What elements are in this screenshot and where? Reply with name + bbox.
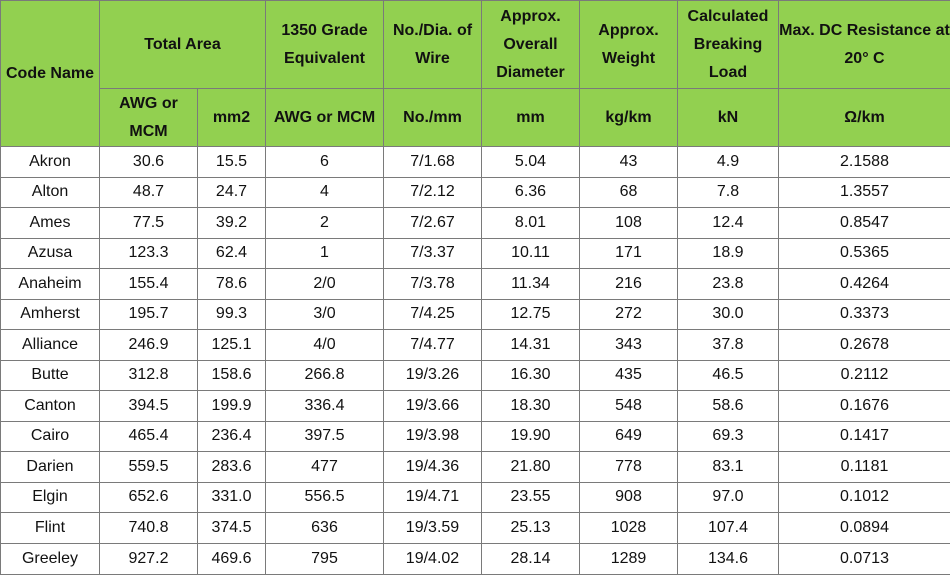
cell-no-dia-wire: 19/3.26 — [384, 360, 482, 391]
cell-weight: 171 — [580, 238, 678, 269]
cell-code-name: Darien — [1, 452, 100, 483]
table-row — [1, 238, 950, 269]
cell-no-dia-wire: 7/4.25 — [384, 299, 482, 330]
table-row — [1, 269, 950, 300]
cell-dc-resistance: 0.1181 — [779, 452, 950, 483]
cell-code-name: Greeley — [1, 543, 100, 574]
cell-dc-resistance: 0.4264 — [779, 269, 950, 300]
header-no-dia-wire: No./Dia. of Wire — [384, 1, 482, 89]
cell-total-area-mm2: 331.0 — [198, 482, 266, 513]
table-row — [1, 147, 950, 178]
cell-overall-diameter: 11.34 — [482, 269, 580, 300]
cell-breaking-load: 37.8 — [678, 330, 779, 361]
header-total-area: Total Area — [100, 1, 266, 89]
cell-total-area-mm2: 24.7 — [198, 177, 266, 208]
cell-no-dia-wire: 19/4.71 — [384, 482, 482, 513]
cell-grade-equivalent: 2 — [266, 208, 384, 239]
cell-grade-equivalent: 3/0 — [266, 299, 384, 330]
cell-no-dia-wire: 7/2.67 — [384, 208, 482, 239]
table-row — [1, 513, 950, 544]
header-overall-diameter: Approx. Overall Diameter — [482, 1, 580, 89]
header-row-units — [1, 89, 950, 147]
cell-code-name: Butte — [1, 360, 100, 391]
cell-no-dia-wire: 19/4.02 — [384, 543, 482, 574]
cell-grade-equivalent: 1 — [266, 238, 384, 269]
unit-kn: kN — [678, 89, 779, 147]
cell-total-area-awg: 30.6 — [100, 147, 198, 178]
cell-breaking-load: 7.8 — [678, 177, 779, 208]
cell-total-area-mm2: 236.4 — [198, 421, 266, 452]
cell-overall-diameter: 23.55 — [482, 482, 580, 513]
cell-breaking-load: 58.6 — [678, 391, 779, 422]
unit-kg-km: kg/km — [580, 89, 678, 147]
cell-dc-resistance: 1.3557 — [779, 177, 950, 208]
cell-code-name: Alton — [1, 177, 100, 208]
cell-total-area-mm2: 125.1 — [198, 330, 266, 361]
cell-weight: 1289 — [580, 543, 678, 574]
cell-overall-diameter: 25.13 — [482, 513, 580, 544]
cell-breaking-load: 46.5 — [678, 360, 779, 391]
table-body — [1, 147, 950, 575]
cell-total-area-awg: 394.5 — [100, 391, 198, 422]
cell-weight: 272 — [580, 299, 678, 330]
cell-no-dia-wire: 7/3.78 — [384, 269, 482, 300]
cell-no-dia-wire: 7/4.77 — [384, 330, 482, 361]
cell-no-dia-wire: 7/1.68 — [384, 147, 482, 178]
table-row — [1, 452, 950, 483]
table-row — [1, 177, 950, 208]
cell-grade-equivalent: 266.8 — [266, 360, 384, 391]
cell-overall-diameter: 21.80 — [482, 452, 580, 483]
table-row — [1, 208, 950, 239]
cell-overall-diameter: 18.30 — [482, 391, 580, 422]
unit-awg-mcm: AWG or MCM — [100, 89, 198, 147]
header-grade-equivalent: 1350 Grade Equivalent — [266, 1, 384, 89]
cell-dc-resistance: 2.1588 — [779, 147, 950, 178]
cell-overall-diameter: 28.14 — [482, 543, 580, 574]
cell-total-area-mm2: 15.5 — [198, 147, 266, 178]
cell-grade-equivalent: 477 — [266, 452, 384, 483]
cell-weight: 1028 — [580, 513, 678, 544]
cell-dc-resistance: 0.8547 — [779, 208, 950, 239]
cell-overall-diameter: 6.36 — [482, 177, 580, 208]
cell-weight: 68 — [580, 177, 678, 208]
cell-total-area-awg: 155.4 — [100, 269, 198, 300]
header-weight: Approx. Weight — [580, 1, 678, 89]
cell-breaking-load: 12.4 — [678, 208, 779, 239]
cell-weight: 108 — [580, 208, 678, 239]
cell-no-dia-wire: 19/3.98 — [384, 421, 482, 452]
table-row — [1, 330, 950, 361]
cell-grade-equivalent: 4/0 — [266, 330, 384, 361]
cell-total-area-awg: 77.5 — [100, 208, 198, 239]
cell-total-area-awg: 740.8 — [100, 513, 198, 544]
cell-grade-equivalent: 2/0 — [266, 269, 384, 300]
cell-grade-equivalent: 336.4 — [266, 391, 384, 422]
cell-code-name: Cairo — [1, 421, 100, 452]
cell-total-area-awg: 927.2 — [100, 543, 198, 574]
cell-total-area-awg: 465.4 — [100, 421, 198, 452]
cell-overall-diameter: 19.90 — [482, 421, 580, 452]
cell-overall-diameter: 8.01 — [482, 208, 580, 239]
cell-weight: 435 — [580, 360, 678, 391]
cell-total-area-mm2: 374.5 — [198, 513, 266, 544]
unit-ohm-km: Ω/km — [779, 89, 950, 147]
table-row — [1, 360, 950, 391]
cell-code-name: Amherst — [1, 299, 100, 330]
cell-overall-diameter: 12.75 — [482, 299, 580, 330]
cell-code-name: Ames — [1, 208, 100, 239]
cell-code-name: Azusa — [1, 238, 100, 269]
unit-no-mm: No./mm — [384, 89, 482, 147]
cell-dc-resistance: 0.2678 — [779, 330, 950, 361]
cell-code-name: Flint — [1, 513, 100, 544]
table-row — [1, 543, 950, 574]
cell-breaking-load: 4.9 — [678, 147, 779, 178]
cell-overall-diameter: 14.31 — [482, 330, 580, 361]
cell-breaking-load: 23.8 — [678, 269, 779, 300]
cell-breaking-load: 97.0 — [678, 482, 779, 513]
table-row — [1, 299, 950, 330]
cell-total-area-awg: 123.3 — [100, 238, 198, 269]
cell-overall-diameter: 10.11 — [482, 238, 580, 269]
cell-no-dia-wire: 19/4.36 — [384, 452, 482, 483]
header-code-name: Code Name — [1, 1, 100, 147]
cell-dc-resistance: 0.0713 — [779, 543, 950, 574]
header-row-top — [1, 1, 950, 89]
cell-dc-resistance: 0.0894 — [779, 513, 950, 544]
cell-weight: 216 — [580, 269, 678, 300]
cell-grade-equivalent: 556.5 — [266, 482, 384, 513]
cell-breaking-load: 18.9 — [678, 238, 779, 269]
cell-total-area-awg: 195.7 — [100, 299, 198, 330]
table-row — [1, 482, 950, 513]
cell-no-dia-wire: 7/3.37 — [384, 238, 482, 269]
cell-grade-equivalent: 397.5 — [266, 421, 384, 452]
cell-code-name: Anaheim — [1, 269, 100, 300]
cell-weight: 908 — [580, 482, 678, 513]
cell-overall-diameter: 5.04 — [482, 147, 580, 178]
header-breaking-load: Calculated Breaking Load — [678, 1, 779, 89]
cell-total-area-mm2: 99.3 — [198, 299, 266, 330]
cell-weight: 649 — [580, 421, 678, 452]
cell-weight: 43 — [580, 147, 678, 178]
unit-mm2: mm2 — [198, 89, 266, 147]
cell-breaking-load: 69.3 — [678, 421, 779, 452]
cell-code-name: Elgin — [1, 482, 100, 513]
cell-total-area-awg: 652.6 — [100, 482, 198, 513]
cell-total-area-mm2: 158.6 — [198, 360, 266, 391]
cell-dc-resistance: 0.3373 — [779, 299, 950, 330]
cell-dc-resistance: 0.1676 — [779, 391, 950, 422]
cell-grade-equivalent: 636 — [266, 513, 384, 544]
table-row — [1, 391, 950, 422]
unit-awg-mcm-equivalent: AWG or MCM — [266, 89, 384, 147]
cell-dc-resistance: 0.2112 — [779, 360, 950, 391]
cell-code-name: Alliance — [1, 330, 100, 361]
table-row — [1, 421, 950, 452]
cell-total-area-awg: 312.8 — [100, 360, 198, 391]
unit-mm: mm — [482, 89, 580, 147]
cell-breaking-load: 107.4 — [678, 513, 779, 544]
cell-code-name: Canton — [1, 391, 100, 422]
header-dc-resistance: Max. DC Resistance at 20° C — [779, 1, 950, 89]
cell-breaking-load: 83.1 — [678, 452, 779, 483]
cell-grade-equivalent: 795 — [266, 543, 384, 574]
cell-total-area-mm2: 199.9 — [198, 391, 266, 422]
cell-total-area-mm2: 39.2 — [198, 208, 266, 239]
cell-grade-equivalent: 6 — [266, 147, 384, 178]
cell-no-dia-wire: 7/2.12 — [384, 177, 482, 208]
cell-total-area-awg: 246.9 — [100, 330, 198, 361]
cell-weight: 548 — [580, 391, 678, 422]
cell-total-area-mm2: 283.6 — [198, 452, 266, 483]
table-header — [1, 1, 950, 147]
cell-total-area-awg: 48.7 — [100, 177, 198, 208]
cell-total-area-mm2: 469.6 — [198, 543, 266, 574]
cell-grade-equivalent: 4 — [266, 177, 384, 208]
cell-dc-resistance: 0.1417 — [779, 421, 950, 452]
cell-dc-resistance: 0.5365 — [779, 238, 950, 269]
cell-dc-resistance: 0.1012 — [779, 482, 950, 513]
cell-weight: 778 — [580, 452, 678, 483]
cell-breaking-load: 134.6 — [678, 543, 779, 574]
cell-weight: 343 — [580, 330, 678, 361]
cell-code-name: Akron — [1, 147, 100, 178]
cell-overall-diameter: 16.30 — [482, 360, 580, 391]
cell-breaking-load: 30.0 — [678, 299, 779, 330]
cell-total-area-awg: 559.5 — [100, 452, 198, 483]
cell-no-dia-wire: 19/3.59 — [384, 513, 482, 544]
cell-total-area-mm2: 62.4 — [198, 238, 266, 269]
cell-total-area-mm2: 78.6 — [198, 269, 266, 300]
cell-no-dia-wire: 19/3.66 — [384, 391, 482, 422]
